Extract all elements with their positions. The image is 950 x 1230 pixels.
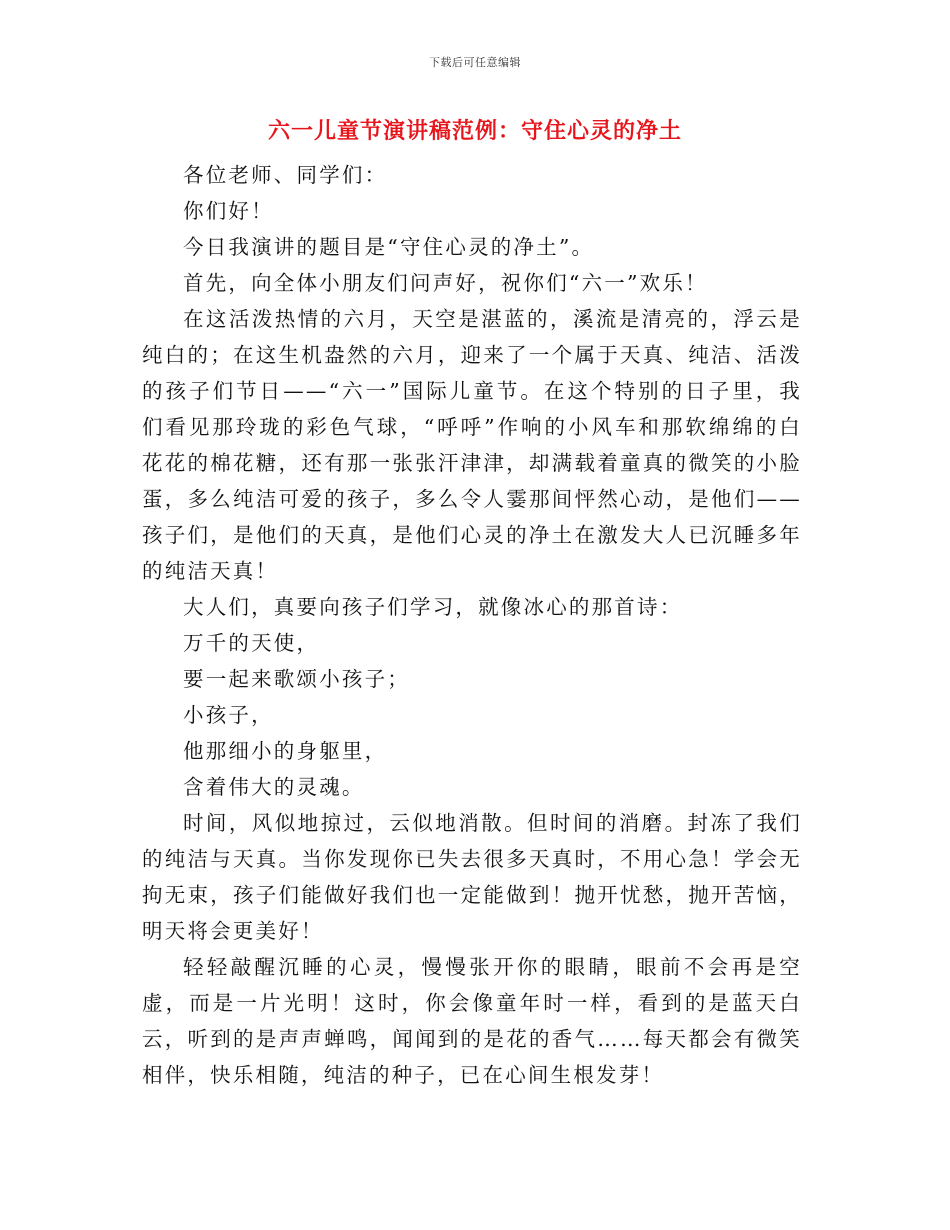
paragraph-awaken: 轻轻敲醒沉睡的心灵，慢慢张开你的眼睛，眼前不会再是空虚，而是一片光明！这时，你会像童年时一样，看到的是蓝天白云，听到的是声声蝉鸣，闻闻到的是花的香气……每天都会有微笑相伴，快乐相随，纯洁的种子，已在心间生根发芽！ bbox=[142, 955, 802, 1087]
poem-line: 小孩子， bbox=[183, 703, 274, 727]
paragraph-poem-intro: 大人们，真要向孩子们学习，就像冰心的那首诗： bbox=[183, 595, 683, 619]
document-body bbox=[142, 157, 802, 1093]
paragraph-greeting: 你们好！ bbox=[183, 199, 274, 223]
paragraph-topic: 今日我演讲的题目是“守住心灵的净土”。 bbox=[183, 235, 595, 259]
poem-line: 万千的天使， bbox=[183, 631, 320, 655]
document-title: 六一儿童节演讲稿范例：守住心灵的净土 bbox=[267, 119, 682, 144]
paragraph-time: 时间，风似地掠过，云似地消散。但时间的消磨。封冻了我们的纯洁与天真。当你发现你已失去很多天真时，不用心急！学会无拘无束，孩子们能做好我们也一定能做到！抛开忧愁，抛开苦恼，明天将会更美好！ bbox=[142, 811, 802, 943]
paragraph-wishes: 首先，向全体小朋友们问声好，祝你们“六一”欢乐！ bbox=[183, 271, 708, 295]
poem-line: 要一起来歌颂小孩子； bbox=[183, 667, 410, 691]
paragraph-salutation: 各位老师、同学们： bbox=[183, 163, 388, 187]
poem-line: 他那细小的身躯里， bbox=[183, 739, 388, 763]
header-note: 下载后可任意编辑 bbox=[429, 56, 521, 69]
poem-line: 含着伟大的灵魂。 bbox=[183, 775, 365, 799]
paragraph-june-description: 在这活泼热情的六月，天空是湛蓝的，溪流是清亮的，浮云是纯白的；在这生机盎然的六月，迎来了一个属于天真、纯洁、活泼的孩子们节日——“六一”国际儿童节。在这个特别的日子里，我们看见那玲珑的彩色气球，“呼呼”作响的小风车和那软绵绵的白花花的棉花糖，还有那一张张汗津津，却满载着童真的微笑的小脸蛋，多么纯洁可爱的孩子，多么令人霎那间怦然心动，是他们——孩子们，是他们的天真，是他们心灵的净土在激发大人已沉睡多年的纯洁天真！ bbox=[142, 307, 802, 583]
